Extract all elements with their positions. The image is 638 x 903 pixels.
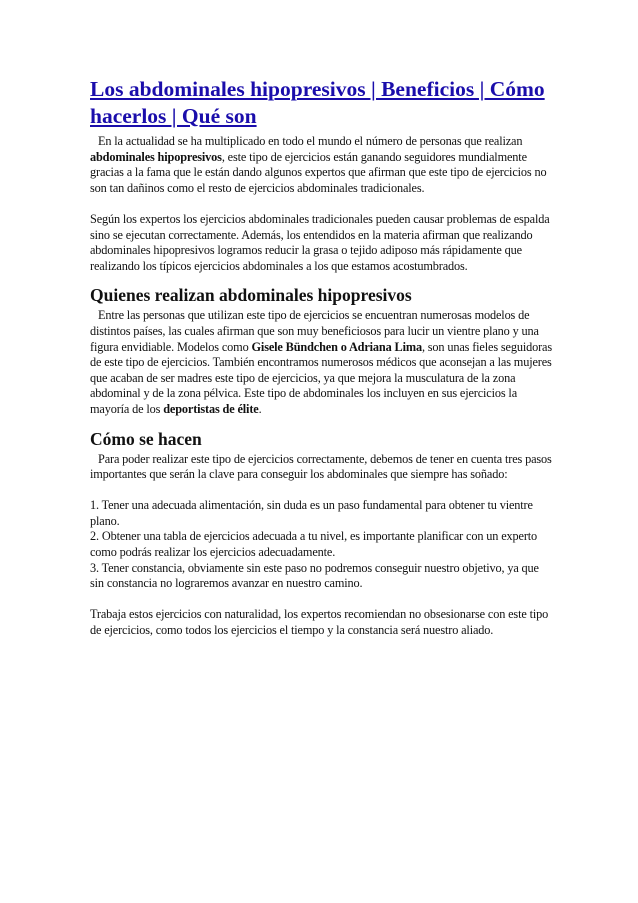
section-heading-quienes: Quienes realizan abdominales hipopresivos	[90, 285, 412, 306]
closing-paragraph: Trabaja estos ejercicios con naturalidad, los expertos recomiendan no obsesionarse con este tipo de ejercicios, como todos los ejercicios el tiempo y la constancia será nuestro aliado.	[90, 607, 549, 638]
intro-text-b: , este tipo de ejercicios están ganando seguidores mundialmente gracias a la fama que le están dando algunos expertos que afirman que este tipo de ejercicios no son tan dañinos como el resto de ejercicios abdominales tradicionales.	[90, 149, 547, 195]
section1-text-a: Entre las personas que utilizan este tipo de ejercicios se encuentran numerosas modelos de distintos países, las cuales afirman que son muy beneficiosos para lucir un vientre plano y una figura envidiable. Modelos como	[90, 308, 539, 354]
section-gap	[90, 418, 555, 428]
bold-adriana: Adriana Lima	[348, 339, 422, 354]
bold-connector: o	[337, 339, 349, 354]
section2-paragraph-1: Para poder realizar este tipo de ejercicios correctamente, debemos de tener en cuenta tres pasos importantes que serán la clave para conseguir los abdominales que siempre has soñado:	[90, 451, 552, 482]
step-item-2: 2. Obtener una tabla de ejercicios adecuada a tu nivel, es importante planificar con un experto como podrás realizar los ejercicios adecuadamente.	[90, 529, 538, 560]
intro-paragraph-2: Según los expertos los ejercicios abdominales tradicionales pueden causar problemas de espalda sino se ejecutan correctamente. Además, los entendidos en la materia afirman que realizando abdominales hipopresivos logramos reducir la grasa o tejido adiposo más rápidamente que realizando los típicos ejercicios abdominales a los que estamos acostumbrados.	[90, 211, 550, 273]
step-item-3: 3. Tener constancia, obviamente sin este paso no podremos conseguir nuestro objetivo, ya que sin constancia no lograremos avanzar en nuestro camino.	[90, 560, 539, 591]
section1-paragraph	[90, 308, 555, 417]
intro-text-a: En la actualidad se ha multiplicado en todo el mundo el número de personas que realizan	[98, 134, 523, 148]
section-gap	[90, 274, 555, 284]
paragraph-gap	[90, 196, 555, 212]
bold-deportistas: deportistas de élite	[163, 401, 259, 416]
title-link[interactable]: Los abdominales hipopresivos | Beneficios | Cómo hacerlos | Qué son	[90, 77, 545, 128]
section1-text-b: , son unas fieles seguidoras de este tipo de ejercicios. También encontramos numerosos médicos que aconsejan a las mujeres que acaban de ser madres este tipo de ejercicios, ya que mejora la musculatura de la zona abdominal y de la zona pélvica. Este tipo de abdominales los incluyen en sus ejercicios la mayoría de los	[90, 339, 552, 416]
page-title	[90, 76, 555, 130]
document-page	[90, 76, 555, 639]
paragraph-gap	[90, 592, 555, 608]
section1-text-end: .	[258, 401, 262, 416]
section-heading-como: Cómo se hacen	[90, 428, 202, 449]
step-item-1: 1. Tener una adecuada alimentación, sin duda es un paso fundamental para obtener tu vientre plano.	[90, 498, 533, 528]
intro-bold-term: abdominales hipopresivos	[90, 149, 222, 164]
intro-paragraph-1	[90, 134, 555, 196]
bold-gisele: Gisele Bündchen	[251, 339, 338, 354]
paragraph-gap	[90, 483, 555, 499]
